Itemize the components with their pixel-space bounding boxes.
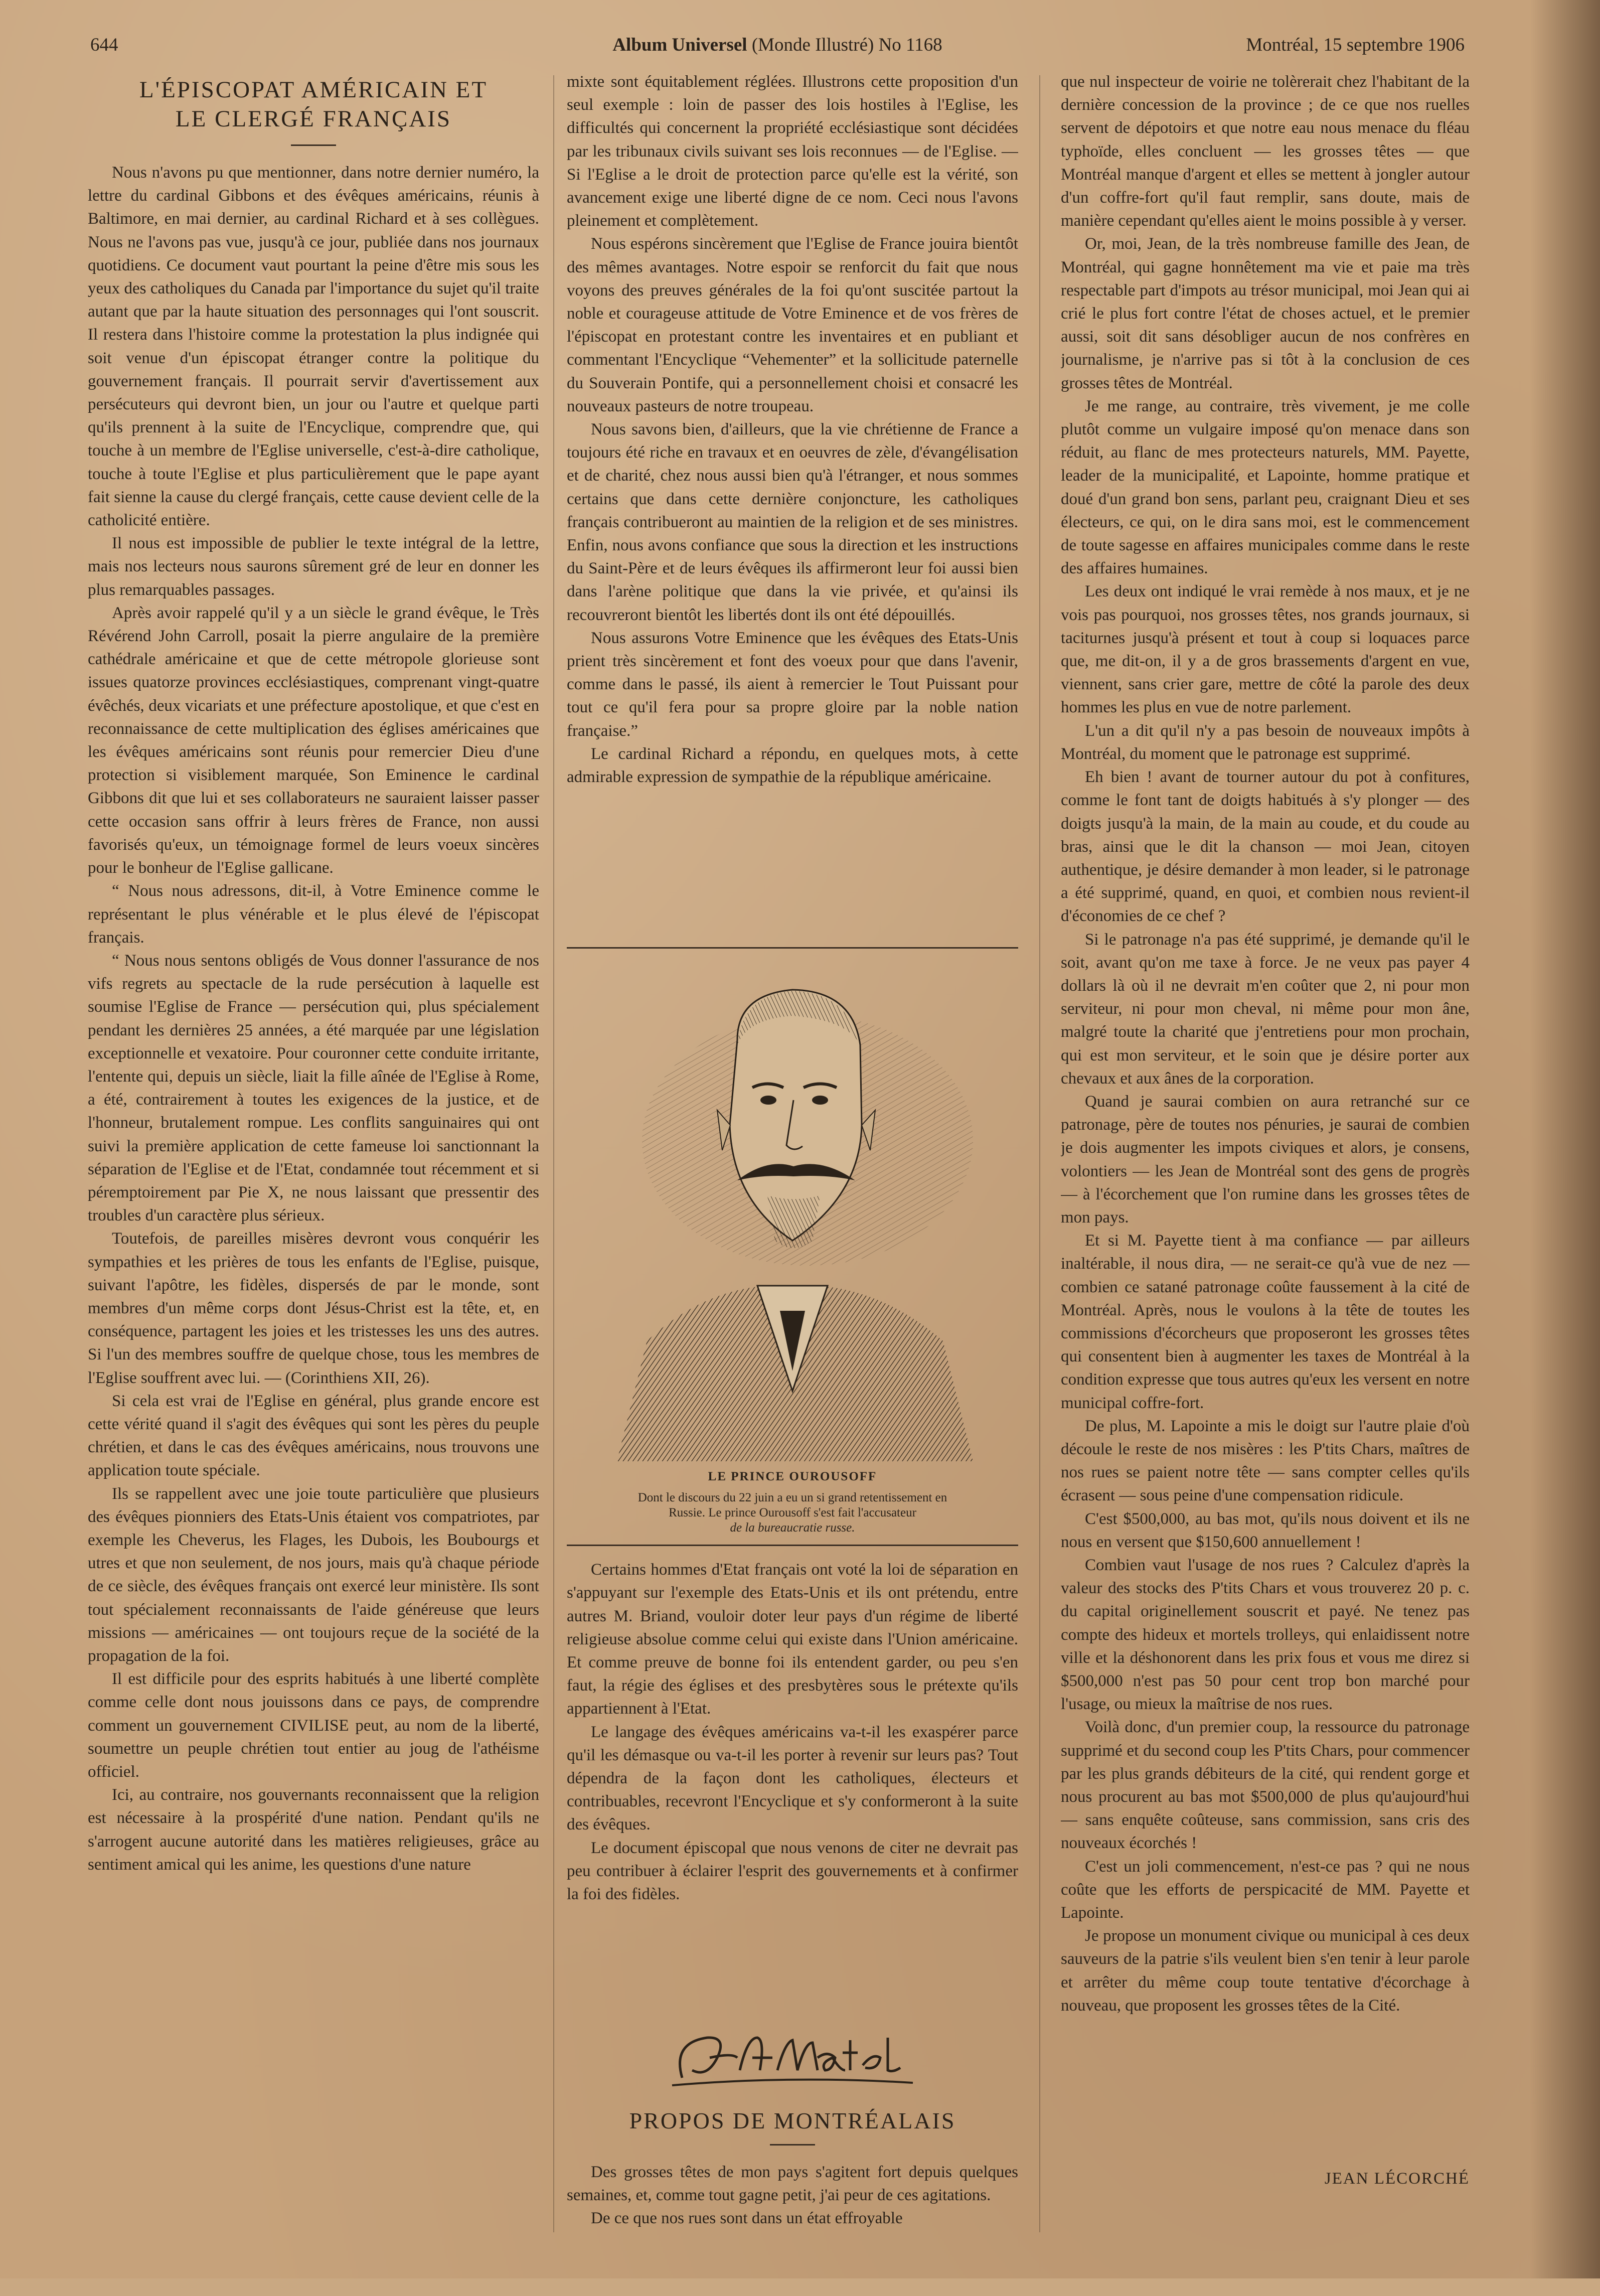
- paragraph: Et si M. Payette tient à ma confiance — par ailleurs inaltérable, il nous dira, — ne serait-ce qu'à vue de nez — combien ce satané patronage coûte faussement à la cité de Montréal. Après, nous le voulons à la tête de toutes les commissions d'écorcheurs que proposeront les grosses têtes qui consentent bien à augmenter les taxes de Montréal à la condition expresse que tous autres qu'eux les versent en notre municipal coffre-fort.: [1061, 1232, 1470, 1412]
- column-divider: [1039, 75, 1040, 2232]
- column-3: [1061, 70, 1470, 2247]
- paragraph: Nous n'avons pu que mentionner, dans notre dernier numéro, la lettre du cardinal Gibbons et des évêques américains, réunis à Baltimore, en mai dernier, au cardinal Richard et à ses collègues. Nous ne l'avons pas vue, jusqu'à ce jour, publiée dans nos journaux quotidiens. Ce document vaut pourtant la peine d'être mis sous les yeux des catholiques du Canada par l'importance du sujet qu'il traite autant que par la haute situation des personnages qui l'ont souscrit. Il restera dans l'histoire comme la protestation la plus indignée qui soit venue d'un épiscopat étranger contre la politique du gouvernement français. Il pourrait servir d'avertissement aux persécuteurs qui devront bien, un jour ou l'autre et quelque parti qu'ils prennent à la suite de l'Encyclique, comprendre que, qui touche à un membre de l'Eglise universelle, c'est-à-dire catholique, touche à toute l'Eglise et plus particulièrement que le pape ayant fait sienne la cause du clergé français, cette cause devient celle de la catholicité entière.: [88, 164, 539, 530]
- publication-issue: (Monde Illustré) No 1168: [751, 35, 942, 55]
- article-continuation-2: [567, 1558, 1018, 2000]
- paragraph: Combien vaut l'usage de nos rues ? Calculez d'après la valeur des stocks des P'tits Chars et vous trouverez 20 p. c. du capital originellement souscrit et payé. Ne tenez pas compte des hideux et mortels trolleys, qui enlaidissent notre ville et la déshonorent dans les prix fous et vous me direz si $500,000 n'est pas 50 pour cent trop bon marché pour l'usage, ou mieux la maîtrise de nos rues.: [1061, 1556, 1470, 1714]
- portrait-caption: [567, 1490, 1018, 1536]
- article2-author: JEAN LÉCORCHÉ: [1324, 2170, 1470, 2188]
- caption-line: de la bureaucratie russe.: [730, 1521, 855, 1535]
- paragraph: Or, moi, Jean, de la très nombreuse famille des Jean, de Montréal, qui gagne honnêtement ma vie et paie ma très respectable part d'impots au trésor municipal, moi Jean qui ai crié le plus fort contre l'état de choses actuel, et le premier aussi, soit dit sans désobliger aucun de nos confrères en journalisme, je n'arrive pas si tôt à la conclusion de ces grosses têtes de Montréal.: [1061, 235, 1470, 392]
- publication-name: Album Universel: [612, 35, 747, 55]
- paragraph: C'est $500,000, au bas mot, qu'ils nous doivent et ils ne nous en versent que $150,600 annuellement !: [1061, 1509, 1470, 1551]
- paragraph: Après avoir rappelé qu'il y a un siècle le grand évêque, le Très Révérend John Carroll, posait la pierre angulaire de la première cathédrale américaine et que de cette métropole glorieuse sont issues quatorze provinces ecclésiastiques, comprenant vingt-quatre évêchés, deux vicariats et une préfecture apostolique, et que c'est en reconnaissance de cette multiplication des églises américaines que les évêques américains sont réunis pour remercier Dieu d'une protection si visiblement marquée, Son Eminence le cardinal Gibbons dit que lui et ses collaborateurs ne sauraient laisser passer cette occasion sans offrir à leurs frères de France, non aussi favorisés qu'eux, un témoignage formel de leurs voeux sincères pour le bonheur de l'Eglise gallicane.: [88, 603, 539, 877]
- article2-body-start: [567, 2161, 1018, 2296]
- article-continuation: [567, 70, 1018, 933]
- paragraph: Des grosses têtes de mon pays s'agitent fort depuis quelques semaines, et, comme tout gagne petit, j'ai peur de ces agitations.: [567, 2163, 1018, 2204]
- paragraph: Toutefois, de pareilles misères devront vous conquérir les sympathies et les prières de tous les enfants de l'Eglise, puisque, suivant l'apôtre, les fidèles, dispersés de par le monde, sont membres d'un même corps dont Jésus-Christ est la tête, et, en conséquence, partagent les joies et les tristesses les uns des autres. Si l'un des membres souffre de quelque chose, tous les membres de l'Eglise souffrent avec lui. — (Corinthiens XII, 26).: [88, 1230, 539, 1387]
- paragraph: Je propose un monument civique ou municipal à ces deux sauveurs de la patrie s'ils veulent bien s'en tenir à leur parole et arrêter du même coup toute tentative d'écorchage à nouveau, que proposent les grosses têtes de la Cité.: [1061, 1927, 1470, 2015]
- portrait-engraving: [587, 960, 998, 1461]
- page-edge-shadow: [1530, 0, 1600, 2278]
- paragraph: Ici, au contraire, nos gouvernants reconnaissent que la religion est nécessaire à la prospérité d'une nation. Pendant qu'ils ne s'arrogent aucune autorité dans les matières religieuses, grâce au sentiment amical qui les anime, les questions d'une nature: [88, 1786, 539, 1874]
- handwritten-signature: [652, 2023, 933, 2098]
- article-title-line-1: L'ÉPISCOPAT AMÉRICAIN ET: [139, 77, 488, 103]
- title-rule: [770, 2144, 815, 2146]
- paragraph: C'est un joli commencement, n'est-ce pas ? qui ne nous coûte que les efforts de perspicacité de MM. Payette et Lapointe.: [1061, 1857, 1470, 1922]
- paragraph: Nous savons bien, d'ailleurs, que la vie chrétienne de France a toujours été riche en travaux et en oeuvres de zèle, d'évangélisation et de charité, chez nous aussi bien qu'à l'étranger, et nous sommes certains que dans cette dernière conjoncture, les catholiques français contribueront au maintien de la religion et de ses ministres. Enfin, nous avons confiance que sous la direction et les instructions du Saint-Père et de leurs évêques ils affirmeront leur foi aussi bien dans l'arène politique que dans la vie privée, et qu'ainsi ils recouvreront bientôt les libertés dont ils ont été dépouillés.: [567, 420, 1018, 624]
- paragraph: que nul inspecteur de voirie ne tolèrerait chez l'habitant de la dernière concession de la province ; de ce que nos ruelles servent de dépotoirs et que notre eau nous menace du fléau typhoïde, elles concluent — les grosses têtes — que Montréal manque d'argent et elles se mettent à jongler autour d'un coffre-fort qu'il faut remplir, sans doute, mais de manière cependant qu'elles aient le moins possible à y verser.: [1061, 73, 1470, 230]
- paragraph: Nous assurons Votre Eminence que les évêques des Etats-Unis prient très sincèrement et font des voeux pour que dans l'avenir, comme dans le passé, ils aient à remercier le Tout Puissant pour tout ce qu'il fera pour sa propre gloire par la noble nation française.”: [567, 629, 1018, 740]
- paragraph: Si cela est vrai de l'Eglise en général, plus grande encore est cette vérité quand il s'agit des évêques qui sont les pères du peuple chrétien, et dans le cas des évêques américains, nous trouvons une application toute spéciale.: [88, 1392, 539, 1480]
- title-rule: [291, 144, 336, 146]
- paragraph: Ils se rappellent avec une joie toute particulière que plusieurs des évêques pionniers des Etats-Unis étaient vos compatriotes, par exemple les Cheverus, les Flages, les Dubois, les Boubourgs et utres et que non seulement, de nos jours, mais qu'à chaque période de ce siècle, des évêques français ont exercé leur ministère. Ils sont tout spécialement reconnaissants de l'aide généreuse que leurs missions — américaines — ont toujours reçue de la société de la propagation de la foi.: [88, 1484, 539, 1665]
- paragraph: Le cardinal Richard a répondu, en quelques mots, à cette admirable expression de sympathie de la république américaine.: [567, 744, 1018, 787]
- paragraph: “ Nous nous adressons, dit-il, à Votre Eminence comme le représentant le plus vénérable et le plus élevé de l'épiscopat français.: [88, 882, 539, 947]
- article-title-line-2: LE CLERGÉ FRANÇAIS: [175, 106, 452, 132]
- article-body: [88, 161, 539, 2163]
- paragraph: Si le patronage n'a pas été supprimé, je demande qu'il le soit, avant qu'on me taxe à force. Je ne veux pas payer 4 dollars là où il ne devrait m'en coûter que 2, ni pour mon serviteur, ni pour mon cheval, ni même pour mon âne, malgré toute la charité que j'entretiens pour mon prochain, qui est mon serviteur, et le soin que je désire porter aux chevaux et aux ânes de la corporation.: [1061, 930, 1470, 1088]
- article2-body: [1061, 70, 1470, 2157]
- paragraph: Les deux ont indiqué le vrai remède à nos maux, et je ne vois pas pourquoi, nos grosses têtes, nos grands journaux, si taciturnes jusqu'à présent et tout à coup si loquaces parce que, me dit-on, il y a de gros brassements d'argent en vue, viennent, sans crier gare, mettre de côté la parole des deux hommes les plus en vue de notre parlement.: [1061, 582, 1470, 717]
- column-2: [567, 70, 1018, 2247]
- portrait-figure: [567, 947, 1018, 1546]
- paragraph: Le langage des évêques américains va-t-il les exaspérer parce qu'il les démasque ou va-t-il les porter à revenir sur leurs pas? Tout dépendra de la façon dont les catholiques, électeurs et contribuables, recevront l'Encyclique et s'y conformeront à la suite des évêques.: [567, 1723, 1018, 1834]
- paragraph: Eh bien ! avant de tourner autour du pot à confitures, comme le font tant de doigts habitués à s'y plonger — des doigts jusqu'à la main, de la main au coude, et du coude au bras, ainsi que le dit la chanson — moi Jean, citoyen authentique, je désire demander à mon leader, si le patronage a été supprimé, quand, en quoi, et combien nous revient-il d'économies de ce chef ?: [1061, 768, 1470, 926]
- paragraph: L'un a dit qu'il n'y a pas besoin de nouveaux impôts à Montréal, du moment que le patronage est supprimé.: [1061, 721, 1470, 763]
- column-1: [88, 70, 539, 2247]
- paragraph: Certains hommes d'Etat français ont voté la loi de séparation en s'appuyant sur l'exemple des Etats-Unis et ils ont prétendu, entre autres M. Briand, vouloir doter leur pays d'un régime de liberté religieuse absolue comme celui qui existe dans l'Union américaine. Et comme preuve de bonne foi ils entendent garder, ou peu s'en faut, la régie des églises et des presbytères sous le prétexte qu'ils appartiennent à l'Etat.: [567, 1561, 1018, 1718]
- page-number: 644: [90, 35, 118, 55]
- paragraph: Nous espérons sincèrement que l'Eglise de France jouira bientôt des mêmes avantages. Notre espoir se renforcit du fait que nous voyons des preuves générales de la foi qu'ont suscitée partout la noble et courageuse attitude de Votre Eminence et de vos frères de l'épiscopat en protestant contre les inventaires et en publiant et commentant l'Encyclique “Vehementer” et la sollicitude paternelle du Souverain Pontife, qui a personnellement choisi et consacré les nouveaux pasteurs de notre troupeau.: [567, 235, 1018, 415]
- paragraph: Le document épiscopal que nous venons de citer ne devrait pas peu contribuer à éclairer l'esprit des gouvernements et à confirmer la foi des fidèles.: [567, 1839, 1018, 1904]
- paragraph: Quand je saurai combien on aura retranché sur ce patronage, père de toutes nos pénuries, je saurai de combien je dois augmenter les impots civiques et alors, je consens, volontiers — les Jean de Montréal sont des gens de progrès — à l'écorchement que l'on rumine dans les grosses têtes de mon pays.: [1061, 1092, 1470, 1227]
- column-divider: [553, 75, 554, 2232]
- page-header: [90, 28, 1465, 63]
- issue-date: Montréal, 15 septembre 1906: [1246, 35, 1465, 55]
- portrait-name: LE PRINCE OUROUSOFF: [708, 1470, 877, 1483]
- paragraph: Il nous est impossible de publier le texte intégral de la lettre, mais nos lecteurs nous saurons sûrement gré de leur en donner les plus remarquables passages.: [88, 534, 539, 599]
- author-signature: [567, 2023, 1018, 2104]
- caption-line: Russie. Le prince Ourousoff s'est fait l'accusateur: [669, 1506, 916, 1520]
- caption-line: Dont le discours du 22 juin a eu un si grand retentissement en: [637, 1491, 947, 1505]
- paragraph: Je me range, au contraire, très vivement, je me colle plutôt comme un vulgaire imposé qu'on menace dans son réduit, au flanc de mes protecteurs naturels, MM. Payette, leader de la municipalité, et Lapointe, homme pratique et doué d'un grand bon sens, parlant peu, craignant Dieu et ses électeurs, ce qui, on le dira sans moi, est le commencement de toute sagesse en affaires municipales comme dans le reste des affaires humaines.: [1061, 397, 1470, 578]
- paragraph: Voilà donc, d'un premier coup, la ressource du patronage supprimé et du second coup les P'tits Chars, pour commencer par les plus grands débiteurs de la cité, qui rendent gorge et nous procurent au bas mot $500,000 de plus qu'aujourd'hui — sans enquête coûteuse, sans commission, sans cris des nouveaux écorchés !: [1061, 1718, 1470, 1853]
- paragraph: “ Nous nous sentons obligés de Vous donner l'assurance de nos vifs regrets au spectacle de la rude persécution à laquelle est soumise l'Eglise de France — persécution qui, plus spécialement pendant les dernières 25 années, a été marquée par une législation exceptionnelle et vexatoire. Pour couronner cette conduite irritante, l'entente qui, depuis un siècle, liait la fille aînée de l'Eglise à Rome, a été, contrairement à toutes les exigences de la justice, et de l'honneur, brutalement rompue. Les conflits sanguinaires qui ont suivi la première application de cette fameuse loi sanctionnant la séparation de l'Eglise et de l'Etat, condamnée tout récemment et si péremptoirement par Pie X, ne nous laissant que pressentir des troubles d'un caractère plus sérieux.: [88, 951, 539, 1225]
- paragraph: De plus, M. Lapointe a mis le doigt sur l'autre plaie d'où découle le reste de nos misères : les P'tits Chars, maîtres de nos rues se paient notre tête — sans compter celles qu'ils écrasent — sous peine d'une compensation ridicule.: [1061, 1417, 1470, 1505]
- article-title: [88, 75, 539, 133]
- paragraph: mixte sont équitablement réglées. Illustrons cette proposition d'un seul exemple : loin de passer des lois hostiles à l'Eglise, les difficultés qui concernent la propriété ecclésiastique sont décidées par les tribunaux civils suivant ses lois reconnues — de l'Eglise. — Si l'Eglise a le droit de protection parce qu'elle est la vérité, son avancement exige une liberté digne de ce nom. Ceci nous l'avons pleinement et complètement.: [567, 73, 1018, 230]
- paragraph: De ce que nos rues sont dans un état effroyable: [591, 2209, 903, 2228]
- paragraph: Il est difficile pour des esprits habitués à une liberté complète comme celle dont nous jouissons dans ce pays, de comprendre comment un gouvernement CIVILISE peut, au nom de la liberté, soumettre un peuple chrétien tout entier au joug de l'athéisme officiel.: [88, 1670, 539, 1781]
- article2-title: PROPOS DE MONTRÉALAIS: [629, 2108, 956, 2134]
